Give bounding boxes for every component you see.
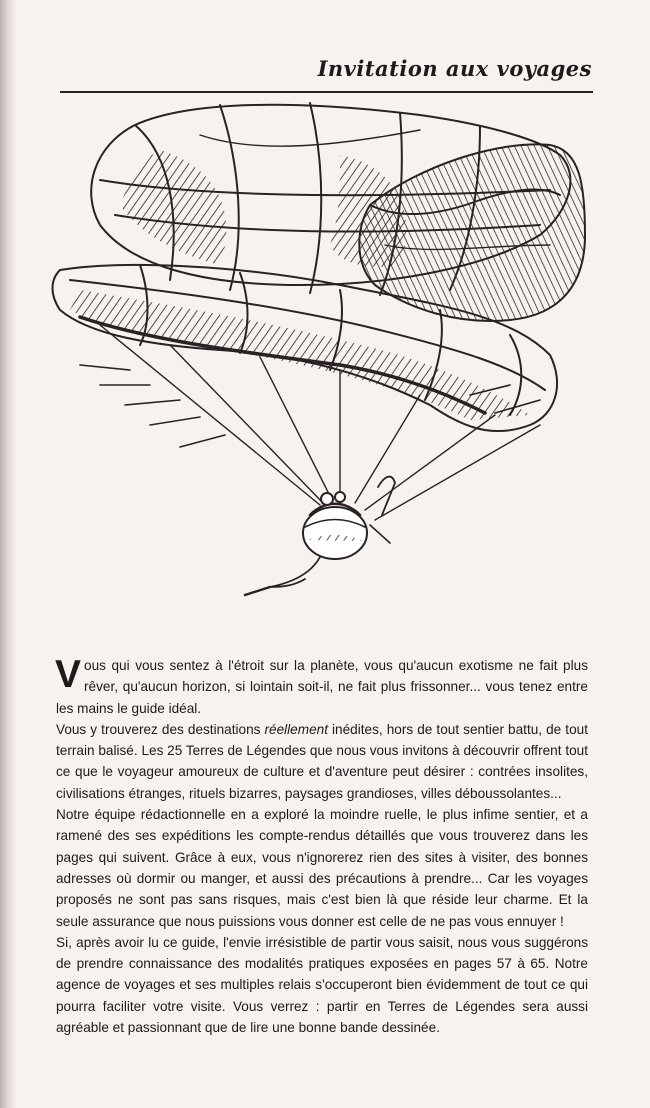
paragraph-practical: Si, après avoir lu ce guide, l'envie irrésistible de partir vous saisit, nous vous suggérons de prendre connaissance des modalités pratiques exposées en pages 57 à 65. Notre agence de voyages et ses multiples relais s'occuperont bien évidemment de tout ce qui pourra faciliter votre visite. Vous verrez : partir en Terres de Légendes sera aussi agréable et passionnant que de lire une bonne bande dessinée. [56,934,588,1036]
book-spine-shadow [0,0,16,1108]
destinations-text-start: Vous y trouverez des destinations [56,721,265,737]
gondola [303,507,367,559]
balloon-right-lobe [359,144,585,321]
page-title: Invitation aux voyages [317,56,592,81]
destinations-text-end: inédites, hors de tout sentier battu, de tout terrain balisé. Les 25 Terres de Légendes que nous vous invitons à découvrir offrent tout ce que le voyageur amoureux de culture et d'aventure peut désirer : contrées insolites, civilisations étranges, rituels bizarres, paysages grandioses, villes déboussolantes... [56,721,588,801]
paragraph-destinations [56,719,588,804]
article-body [56,655,588,1038]
balloon-airship-illustration [40,95,600,615]
paragraph-team: Notre équipe rédactionnelle en a exploré la moindre ruelle, le plus infime sentier, et a ramené des ses expéditions les compte-rendus détaillés que vous trouverez dans les pages qui suivent. Grâce à eux, vous n'ignorerez rien des sites à visiter, des bonnes adresses où dormir ou manger, et aussi des précautions à prendre... Car les voyages proposés ne sont pas sans risques, mais c'est bien là que réside leur charme. Et la seule assurance que nous puissions vous donner est celle de ne pas vous ennuyer ! [56,807,588,929]
intro-text: ous qui vous sentez à l'étroit sur la planète, vous qu'aucun exotisme ne fait plus rêver, qu'aucun horizon, si lointain soit-il, ne fait plus frissonner... vous tenez entre les mains le guide idéal. [56,658,588,716]
emphasis-word: réellement [264,721,328,737]
header-divider [60,91,593,93]
drop-cap: V [55,653,82,696]
paragraph-intro [56,655,588,719]
